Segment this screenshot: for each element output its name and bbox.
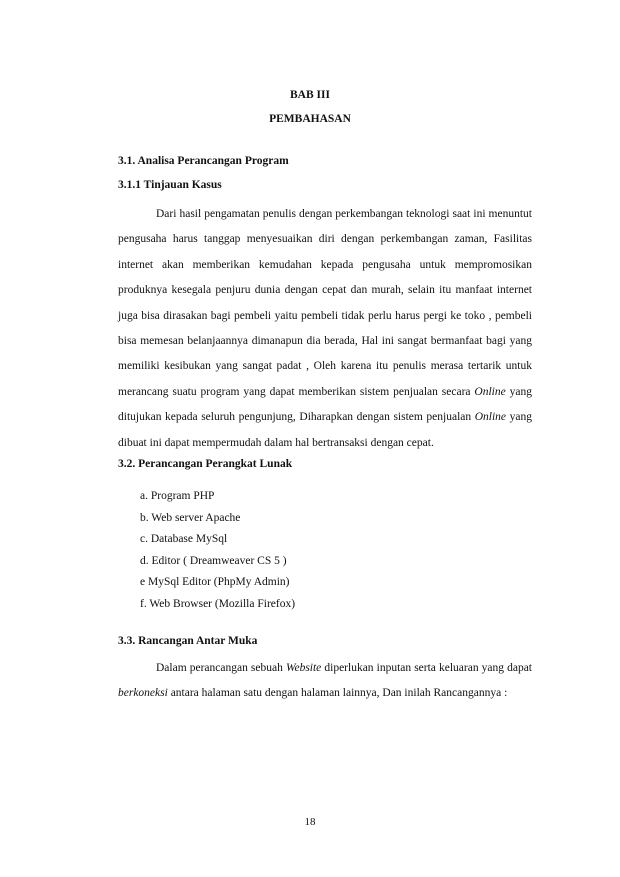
list-item: b. Web server Apache bbox=[140, 511, 241, 524]
paragraph-text: Dari hasil pengamatan penulis dengan perkembangan teknologi saat ini menuntut pengusaha harus tanggap menyesuaikan diri dengan perkembangan zaman, Fasilitas internet akan memberikan kemudahan kepada pengusaha untuk mempromosikan produknya kesegala penjuru dunia dengan cepat dan murah, selain itu manfaat internet juga bisa dirasakan bagi pembeli yaitu pembeli tidak perlu harus pergi ke toko , pembeli bisa memesan belanjaannya dimanapun dia berada, Hal ini sangat bermanfaat bagi yang memiliki kesibukan yang sangat padat , Oleh karena itu penulis merasa tertarik untuk merancang suatu program yang dapat memberikan sistem penjualan secara bbox=[118, 208, 532, 398]
chapter-number: BAB III bbox=[290, 89, 330, 101]
paragraph-text: diperlukan inputan serta keluaran yang dapat bbox=[321, 662, 532, 674]
list-item: f. Web Browser (Mozilla Firefox) bbox=[140, 597, 296, 610]
berkoneksi-term: berkoneksi bbox=[118, 687, 168, 700]
page-number: 18 bbox=[304, 816, 316, 828]
list-item: e MySql Editor (PhpMy Admin) bbox=[140, 576, 290, 589]
chapter-title: PEMBAHASAN bbox=[269, 113, 351, 125]
paragraph-tinjauan-kasus bbox=[118, 202, 532, 456]
section-heading-3-2: 3.2. Perancangan Perangkat Lunak bbox=[118, 458, 293, 470]
paragraph-text: antara halaman satu dengan halaman lainnya, Dan inilah Rancangannya : bbox=[167, 687, 508, 700]
website-term: Website bbox=[285, 662, 322, 674]
list-item: d. Editor ( Dreamweaver CS 5 ) bbox=[140, 554, 287, 567]
paragraph-text: yang dibuat ini dapat mempermudah dalam hal bertransaksi dengan cepat. bbox=[118, 411, 532, 449]
online-term: Online bbox=[474, 411, 507, 424]
section-heading-3-1: 3.1. Analisa Perancangan Program bbox=[118, 155, 289, 167]
section-heading-3-3: 3.3. Rancangan Antar Muka bbox=[118, 635, 258, 647]
list-item: a. Program PHP bbox=[140, 490, 215, 502]
subsection-heading-3-1-1: 3.1.1 Tinjauan Kasus bbox=[118, 179, 222, 191]
paragraph-text: yang ditujukan kepada seluruh pengunjung, Diharapkan dengan sistem penjualan bbox=[118, 385, 532, 424]
list-item: c. Database MySql bbox=[140, 533, 228, 546]
paragraph-text: Dalam perancangan sebuah bbox=[156, 662, 286, 674]
software-list bbox=[140, 486, 295, 616]
paragraph-rancangan bbox=[118, 656, 532, 707]
online-term: Online bbox=[474, 385, 506, 398]
